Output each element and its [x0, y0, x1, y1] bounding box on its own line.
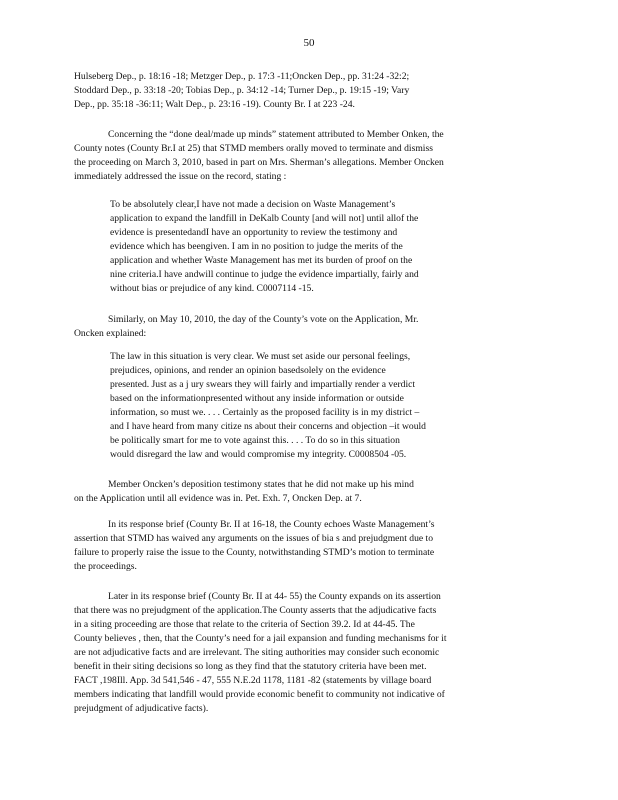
text-line: application to expand the landfill in DeKalb County [and will not] until allof the [110, 213, 419, 224]
text-line: Concerning the “done deal/made up minds” statement attributed to Member Onken, the [108, 129, 444, 140]
text-line: are not adjudicative facts and are irrelevant. The siting authorities may consider such economic [74, 647, 440, 658]
text-line: immediately addressed the issue on the record, stating : [74, 171, 287, 182]
text-line: County notes (County Br.I at 25) that STMD members orally moved to terminate and dismiss [74, 143, 433, 154]
text-line: be politically smart for me to vote against this. . . . To do so in this situation [110, 435, 400, 446]
text-line: County believes , then, that the County’s need for a jail expansion and funding mechanisms for it [74, 633, 447, 644]
text-line: the proceedings. [74, 561, 137, 572]
text-line: The law in this situation is very clear. We must set aside our personal feelings, [110, 351, 411, 362]
response-brief-paragraph [74, 518, 544, 574]
text-line: application and whether Waste Management has met its burden of proof on the [110, 255, 413, 266]
text-line: would disregard the law and would compromise my integrity. C0008504 -05. [110, 449, 407, 460]
text-line: To be absolutely clear,I have not made a decision on Waste Management’s [110, 199, 396, 210]
citation-paragraph [74, 70, 544, 112]
text-line: Dep., pp. 35:18 -36:11; Walt Dep., p. 23:16 -19). County Br. I at 223 -24. [74, 99, 355, 110]
text-line: based on the informationpresented without any inside information or outside [110, 393, 404, 404]
text-line: without bias or prejudice of any kind. C0007114 -15. [110, 283, 314, 294]
text-line: benefit in their siting decisions so long as they find that the statutory criteria have been met. [74, 661, 427, 672]
text-line: Stoddard Dep., p. 33:18 -20; Tobias Dep., p. 34:12 -14; Turner Dep., p. 19:15 -19; Vary [74, 85, 410, 96]
text-line: and I have heard from many citize ns about their concerns and objection –it would [110, 421, 426, 432]
similarly-paragraph [74, 313, 544, 341]
text-line: evidence is presentedandI have an opportunity to review the testimony and [110, 227, 398, 238]
prejudgment-paragraph [74, 590, 544, 716]
text-line: prejudgment of adjudicative facts). [74, 703, 209, 714]
oncken-quote-1 [110, 198, 502, 296]
text-line: that there was no prejudgment of the application.The County asserts that the adjudicative facts [74, 605, 437, 616]
text-line: the proceeding on March 3, 2010, based in part on Mrs. Sherman’s allegations. Member Oncken [74, 157, 444, 168]
text-line: assertion that STMD has waived any arguments on the issues of bia s and prejudgment due to [74, 533, 433, 544]
text-line: information, so must we. . . . Certainly as the proposed facility is in my district – [110, 407, 420, 418]
text-line: In its response brief (County Br. II at 16-18, the County echoes Waste Management’s [108, 519, 435, 530]
text-line: prejudices, opinions, and render an opinion basedsolely on the evidence [110, 365, 386, 376]
text-line: FACT ,198Ill. App. 3d 541,546 - 47, 555 N.E.2d 1178, 1181 -82 (statements by village board [74, 675, 432, 686]
text-line: Member Oncken’s deposition testimony states that he did not make up his mind [108, 479, 414, 490]
oncken-quote-2 [110, 350, 502, 462]
text-line: Oncken explained: [74, 328, 147, 339]
text-line: members indicating that landfill would provide economic benefit to community not indicative of [74, 689, 445, 700]
page-number: 50 [303, 37, 315, 49]
deposition-paragraph [74, 478, 544, 506]
text-line: in a siting proceeding are those that relate to the criteria of Section 39.2. Id at 44-45. The [74, 619, 415, 630]
text-line: presented. Just as a j ury swears they will fairly and impartially render a verdict [110, 379, 416, 390]
text-line: Hulseberg Dep., p. 18:16 -18; Metzger Dep., p. 17:3 -11;Oncken Dep., pp. 31:24 -32:2; [74, 71, 410, 82]
done-deal-paragraph [74, 128, 544, 184]
text-line: nine criteria.I have andwill continue to judge the evidence impartially, fairly and [110, 269, 419, 280]
text-line: Later in its response brief (County Br. II at 44- 55) the County expands on its assertion [108, 591, 441, 602]
text-line: failure to properly raise the issue to the County, notwithstanding STMD’s motion to terminate [74, 547, 435, 558]
text-line: Similarly, on May 10, 2010, the day of the County’s vote on the Application, Mr. [108, 314, 419, 325]
text-line: evidence which has beengiven. I am in no position to judge the merits of the [110, 241, 403, 252]
text-line: on the Application until all evidence was in. Pet. Exh. 7, Oncken Dep. at 7. [74, 493, 362, 504]
